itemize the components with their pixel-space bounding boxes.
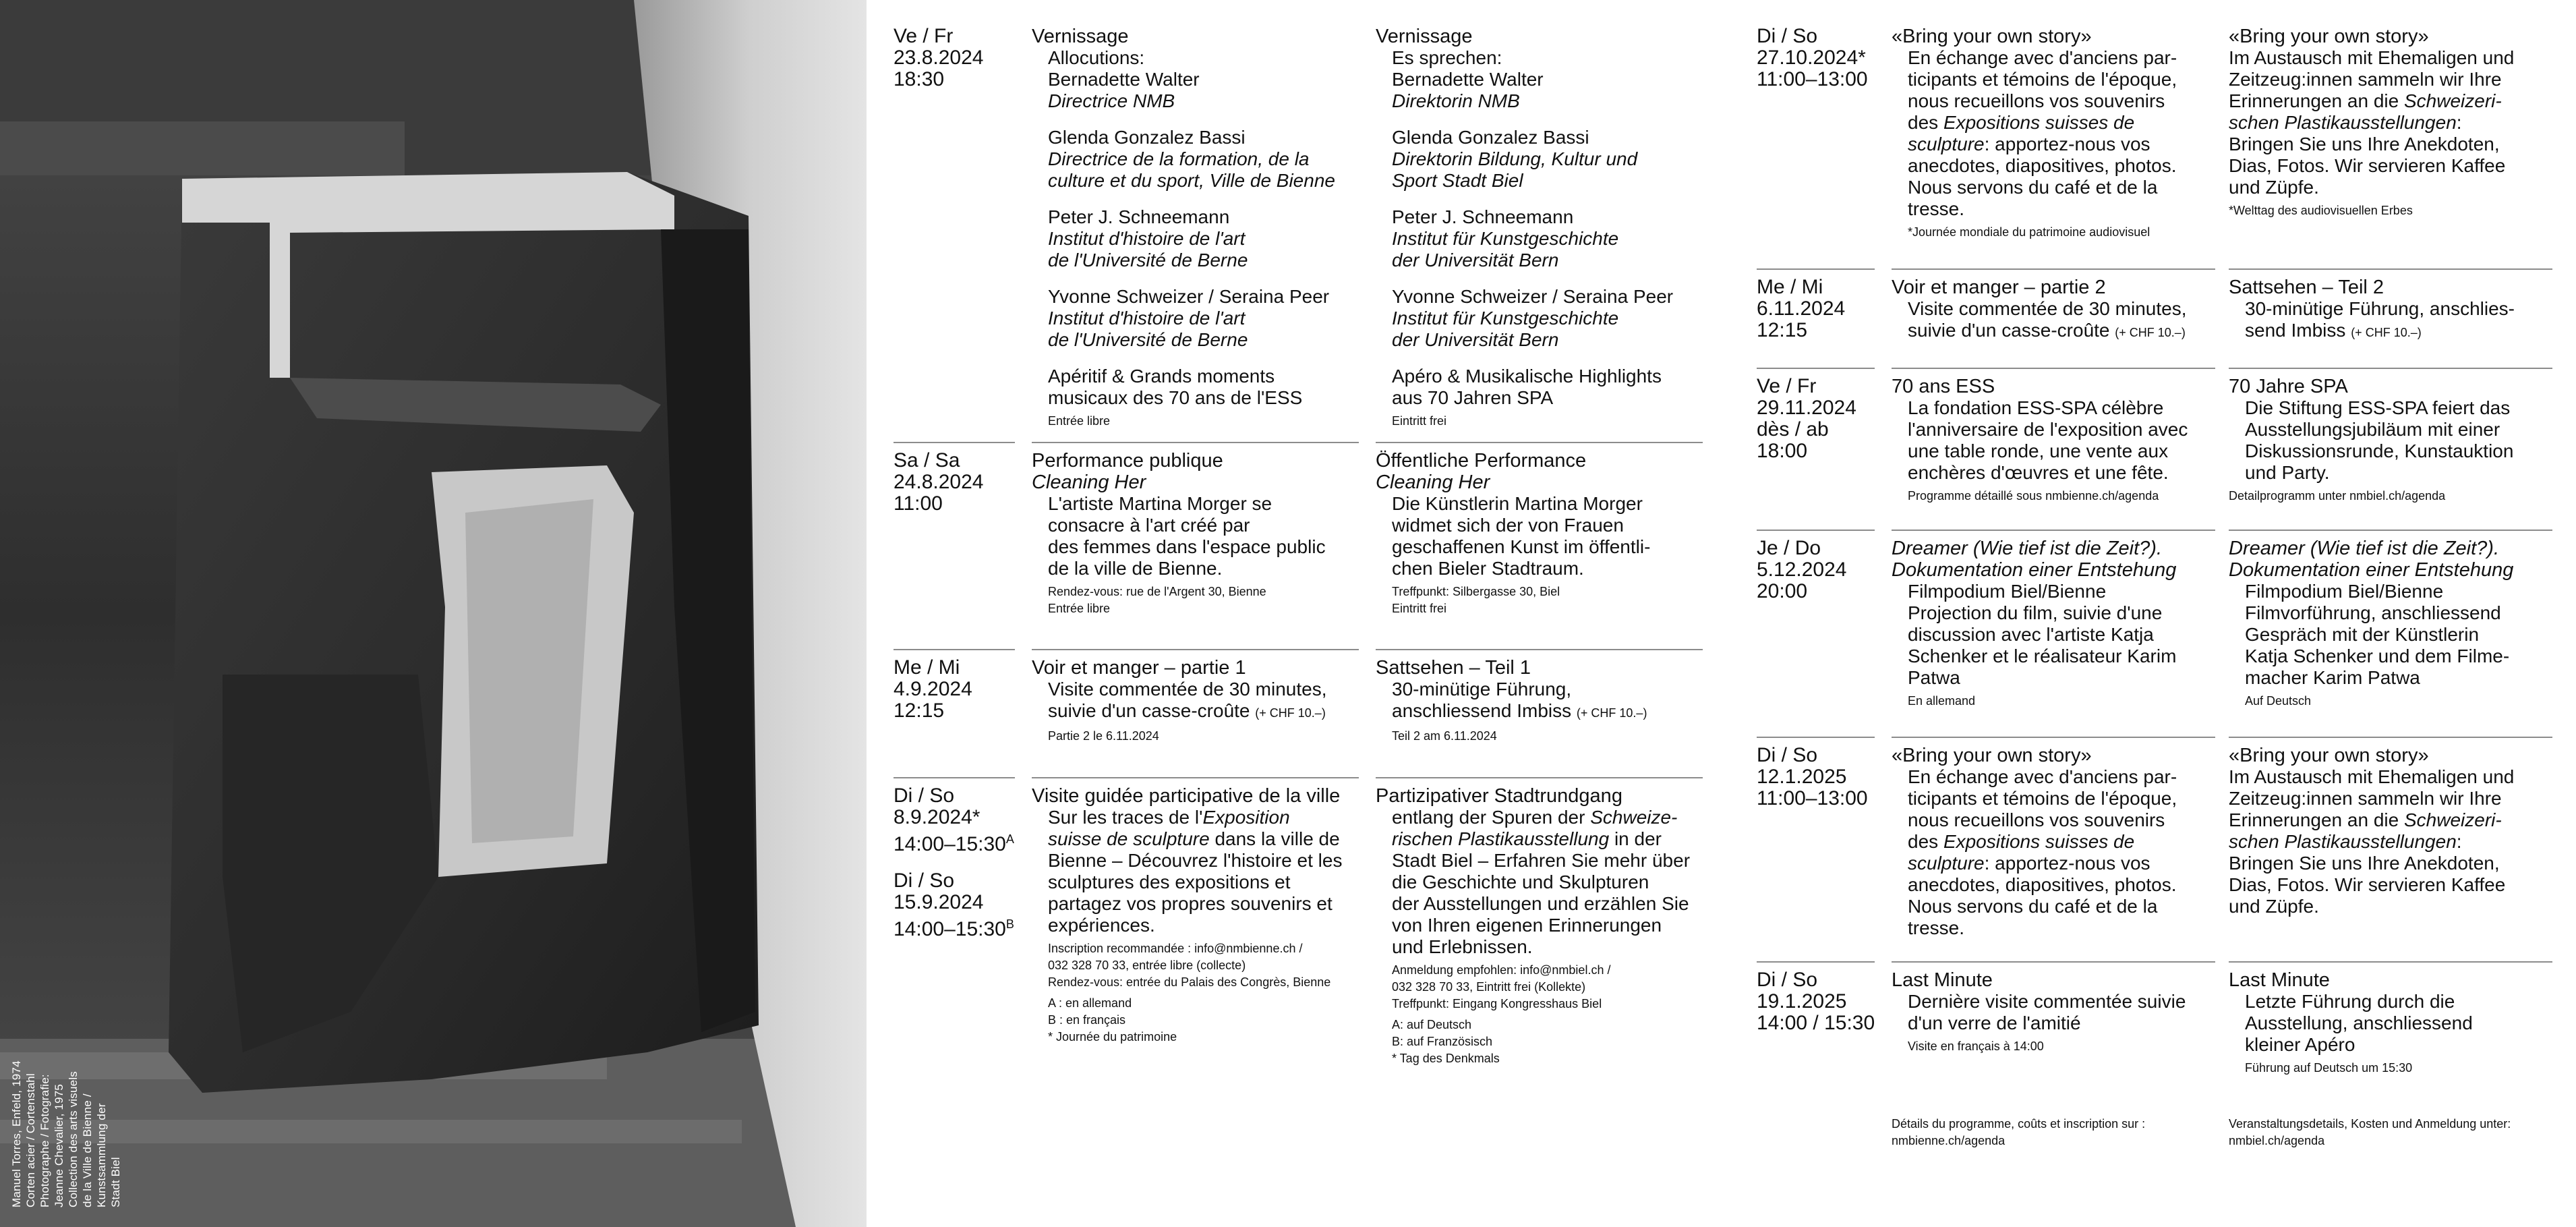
divider (894, 649, 1015, 650)
event-fr-lastminute (1892, 969, 2222, 1055)
event-date (894, 657, 1022, 722)
divider (1892, 737, 2215, 738)
divider (1032, 649, 1359, 650)
event-intro: Allocutions: (1048, 47, 1145, 68)
divider (2229, 961, 2552, 963)
event-fr-vernissage (1032, 26, 1362, 430)
date-text: Di / So 19.1.2025 14:00 / 15:30 (1757, 969, 1875, 1034)
event-body: : apportez-nous vos anecdotes, diapositives, photos. Nous servons du café et de la tresse. (1908, 853, 2177, 938)
event-body: entlang der Spuren der (1392, 807, 1591, 828)
event-date (1757, 26, 1885, 90)
event-body: En échange avec d'anciens par- ticipants et témoins de l'époque, nous recueillons vos souvenirs des (1908, 47, 2177, 133)
speaker-name: Glenda Gonzalez Bassi (1392, 127, 1589, 148)
footer-note-fr: Détails du programme, coûts et inscription sur : nmbienne.ch/agenda (1892, 1117, 2146, 1147)
event-de-visite (1376, 785, 1706, 1067)
event-title: Partizipativer Stadtrundgang (1376, 785, 1622, 807)
event-date (894, 450, 1022, 515)
date-text: Je / Do 5.12.2024 20:00 (1757, 537, 1847, 602)
event-title: Performance publique (1032, 450, 1223, 472)
speaker-role: Direktorin Bildung, Kultur und Sport Stadt Biel (1392, 148, 1638, 191)
divider (1032, 442, 1359, 443)
event-fr-dreamer (1892, 538, 2222, 710)
divider (1757, 368, 1875, 369)
speaker-role: Directrice NMB (1048, 90, 1175, 111)
event-title: Dreamer (Wie tief ist die Zeit?). Dokumentation einer Entstehung (2229, 538, 2514, 581)
event-body-italic: Schweizeri- schen Plastikausstellungen (2229, 90, 2502, 133)
date-text: Sa / Sa 24.8.2024 11:00 (894, 449, 984, 515)
event-title: «Bring your own story» (2229, 26, 2429, 47)
event-fr-voir2 (1892, 277, 2222, 343)
event-body-italic: Expositions suisses de sculpture (1908, 112, 2135, 154)
event-title: Visite guidée participative de la ville (1032, 785, 1341, 807)
event-de-voir1 (1376, 657, 1706, 745)
event-subtitle: Cleaning Her (1376, 472, 1490, 493)
speaker-role: Directrice de la formation, de la culture et du sport, Ville de Bienne (1048, 148, 1335, 191)
event-body: Filmpodium Biel/Bienne Projection du film, suivie d'une discussion avec l'artiste Katja Schenker et le réalisateur Karim Patwa (1908, 581, 2177, 688)
event-title: Last Minute (2229, 969, 2330, 991)
event-de-dreamer (2229, 538, 2559, 710)
event-note: En allemand (1908, 694, 1976, 708)
divider (2229, 737, 2552, 738)
sculpture-photo (0, 0, 867, 1227)
divider (1892, 530, 2215, 531)
event-date (1757, 538, 1885, 602)
event-title: Dreamer (Wie tief ist die Zeit?). Dokumentation einer Entstehung (1892, 538, 2177, 581)
event-body-italic: Expositions suisses de sculpture (1908, 831, 2135, 874)
date-mark: B (1005, 917, 1014, 931)
event-body-italic: Exposition suisse de sculpture (1048, 807, 1290, 849)
event-body: Die Stiftung ESS-SPA feiert das Ausstellungsjubiläum mit einer Diskussionsrunde, Kunstauktion und Party. (2245, 397, 2514, 483)
date-mark: A (1005, 832, 1014, 846)
speaker-name: Glenda Gonzalez Bassi (1048, 127, 1246, 148)
event-title: Öffentliche Performance (1376, 450, 1587, 472)
divider (1892, 268, 2215, 270)
event-title: Voir et manger – partie 1 (1032, 657, 1246, 679)
divider (2229, 268, 2552, 270)
event-body: Im Austausch mit Ehemaligen und Zeitzeug:innen sammeln wir Ihre Erinnerungen an die (2229, 47, 2515, 111)
event-de-performance (1376, 450, 1706, 617)
event-note: Anmeldung empfohlen: info@nmbiel.ch / 032 328 70 33, Eintritt frei (Kollekte) Treffpunkt: Eingang Kongresshaus Biel (1392, 963, 1611, 1010)
event-body: Visite commentée de 30 minutes, suivie d'un casse-croûte (1048, 679, 1327, 721)
event-note: *Welttag des audiovisuellen Erbes (2229, 204, 2413, 217)
event-body-italic: Schweize- rischen Plastikausstellung (1392, 807, 1678, 849)
divider (1757, 268, 1875, 270)
event-price: (+ CHF 10.–) (2351, 326, 2422, 339)
event-fr-story2 (1892, 745, 2222, 939)
event-fr-story1 (1892, 26, 2222, 241)
event-price: (+ CHF 10.–) (1576, 706, 1647, 720)
event-note: A : en allemand B : en français * Journée du patrimoine (1048, 996, 1177, 1044)
event-body: 30-minütige Führung, anschliessend Imbiss (1392, 679, 1572, 721)
event-note: Visite en français à 14:00 (1908, 1039, 2044, 1053)
event-body: : Bringen Sie uns Ihre Anekdoten, Dias, Fotos. Wir servieren Kaffee und Züpfe. (2229, 831, 2506, 917)
divider (2229, 368, 2552, 369)
divider (1376, 442, 1703, 443)
event-note: Programme détaillé sous nmbienne.ch/agenda (1908, 489, 2159, 503)
event-title: Sattsehen – Teil 2 (2229, 277, 2384, 298)
event-price: (+ CHF 10.–) (2115, 326, 2186, 339)
speaker-role: Direktorin NMB (1392, 90, 1520, 111)
divider (1892, 368, 2215, 369)
event-title: Sattsehen – Teil 1 (1376, 657, 1531, 679)
event-fr-visite (1032, 785, 1362, 1046)
event-body: : Bringen Sie uns Ihre Anekdoten, Dias, Fotos. Wir servieren Kaffee und Züpfe. (2229, 112, 2506, 198)
photo-caption: Manuel Torres, Enfeld, 1974 Corten acier / Cortenstahl Photographe / Fotografie: Jeanne Chevalier, 1975 Collection des arts visuels de la Ville de Bienne / Kunstsammlung der Stadt Biel (10, 1060, 122, 1207)
speaker-name: Yvonne Schweizer / Seraina Peer (1048, 286, 1330, 307)
date-text: Ve / Fr 29.11.2024 dès / ab 18:00 (1757, 375, 1856, 462)
divider (894, 777, 1015, 778)
date-text: Di / So 12.1.2025 11:00–13:00 (1757, 744, 1868, 809)
event-title: Voir et manger – partie 2 (1892, 277, 2106, 298)
date-text: Ve / Fr 23.8.2024 18:30 (894, 25, 984, 90)
speaker-name: Peter J. Schneemann (1392, 206, 1574, 227)
speaker-name: Bernadette Walter (1392, 69, 1544, 90)
divider (1032, 777, 1359, 778)
event-date (894, 26, 1022, 90)
event-note: Eintritt frei (1392, 414, 1447, 428)
event-de-lastminute (2229, 969, 2559, 1077)
event-body: Visite commentée de 30 minutes, suivie d'un casse-croûte (1908, 298, 2187, 341)
footer-note-de: Veranstaltungsdetails, Kosten und Anmeldung unter: nmbiel.ch/agenda (2229, 1117, 2511, 1147)
event-title: «Bring your own story» (2229, 745, 2429, 766)
divider (1757, 961, 1875, 963)
event-note: Führung auf Deutsch um 15:30 (2245, 1061, 2413, 1075)
divider (894, 442, 1015, 443)
date-text: Di / So 15.9.2024 14:00–15:30 (894, 869, 1006, 940)
speaker-role: Institut für Kunstgeschichte der Universität Bern (1392, 228, 1619, 270)
event-closing: Apéritif & Grands moments musicaux des 70 ans de l'ESS (1048, 366, 1303, 408)
event-de-ess (2229, 376, 2559, 505)
date-text: Me / Mi 4.9.2024 12:15 (894, 656, 972, 722)
event-body-italic: Schweizeri- schen Plastikausstellungen (2229, 809, 2502, 852)
event-note: Inscription recommandée : info@nmbienne.ch / 032 328 70 33, entrée libre (collecte) Rendez-vous: entrée du Palais des Congrès, Bienne (1048, 942, 1331, 989)
speaker-name: Yvonne Schweizer / Seraina Peer (1392, 286, 1674, 307)
event-de-story2 (2229, 745, 2559, 917)
event-note: Partie 2 le 6.11.2024 (1048, 729, 1159, 743)
divider (1376, 649, 1703, 650)
event-de-story1 (2229, 26, 2559, 219)
event-body: En échange avec d'anciens par- ticipants et témoins de l'époque, nous recueillons vos souvenirs des (1908, 766, 2177, 852)
event-intro: Es sprechen: (1392, 47, 1502, 68)
event-fr-performance (1032, 450, 1362, 617)
divider (1757, 737, 1875, 738)
event-fr-voir1 (1032, 657, 1362, 745)
event-title: Vernissage (1032, 26, 1129, 47)
event-body: Sur les traces de l' (1048, 807, 1203, 828)
speaker-role: Institut d'histoire de l'art de l'Université de Berne (1048, 308, 1248, 350)
divider (2229, 530, 2552, 531)
event-fr-ess (1892, 376, 2222, 505)
event-note: *Journée mondiale du patrimoine audiovisuel (1908, 225, 2150, 239)
event-subtitle: Cleaning Her (1032, 472, 1146, 493)
event-note: Auf Deutsch (2245, 694, 2312, 708)
event-closing: Apéro & Musikalische Highlights aus 70 Jahren SPA (1392, 366, 1662, 408)
event-note: Rendez-vous: rue de l'Argent 30, Bienne Entrée libre (1048, 585, 1266, 615)
event-date (1757, 376, 1885, 462)
event-note: Detailprogramm unter nmbiel.ch/agenda (2229, 489, 2446, 503)
speaker-role: Institut d'histoire de l'art de l'Université de Berne (1048, 228, 1248, 270)
event-date (894, 785, 1028, 940)
event-body: 30-minütige Führung, anschlies- send Imbiss (2245, 298, 2515, 341)
event-de-vernissage (1376, 26, 1706, 430)
sculpture-image (0, 0, 867, 1227)
divider (1757, 530, 1875, 531)
speaker-name: Bernadette Walter (1048, 69, 1200, 90)
date-text: Di / So 27.10.2024* 11:00–13:00 (1757, 25, 1868, 90)
event-date (1757, 745, 1885, 809)
event-note: Teil 2 am 6.11.2024 (1392, 729, 1497, 743)
event-title: Last Minute (1892, 969, 1993, 991)
speaker-name: Peter J. Schneemann (1048, 206, 1230, 227)
divider (1376, 777, 1703, 778)
event-title: Vernissage (1376, 26, 1473, 47)
event-body: La fondation ESS-SPA célèbre l'anniversaire de l'exposition avec une table ronde, une vente aux enchères d'œuvres et une fête. (1908, 397, 2188, 483)
date-text: Me / Mi 6.11.2024 12:15 (1757, 276, 1846, 341)
event-title: «Bring your own story» (1892, 26, 2092, 47)
event-body: : apportez-nous vos anecdotes, diapositives, photos. Nous servons du café et de la tresse. (1908, 134, 2177, 219)
event-title: «Bring your own story» (1892, 745, 2092, 766)
event-note: A: auf Deutsch B: auf Französisch * Tag des Denkmals (1392, 1018, 1500, 1065)
date-text: Di / So 8.9.2024* 14:00–15:30 (894, 784, 1006, 855)
event-date (1757, 277, 1885, 341)
event-body: in der Stadt Biel – Erfahren Sie mehr über die Geschichte und Skulpturen der Ausstellungen und erzählen Sie von Ihren eigenen Erinnerungen und Erlebnissen. (1392, 828, 1691, 957)
event-title: 70 ans ESS (1892, 376, 1995, 397)
event-title: 70 Jahre SPA (2229, 376, 2348, 397)
event-body: L'artiste Martina Morger se consacre à l'art créé par des femmes dans l'espace public de la ville de Bienne. (1048, 493, 1326, 579)
speaker-role: Institut für Kunstgeschichte der Universität Bern (1392, 308, 1619, 350)
event-date (1757, 969, 1892, 1034)
divider (1892, 961, 2215, 963)
event-body: Letzte Führung durch die Ausstellung, anschliessend kleiner Apéro (2245, 991, 2473, 1055)
event-note: Entrée libre (1048, 414, 1111, 428)
event-body: Filmpodium Biel/Bienne Filmvorführung, anschliessend Gespräch mit der Künstlerin Katja Schenker und dem Filme- macher Karim Patwa (2245, 581, 2510, 688)
event-body: Dernière visite commentée suivie d'un verre de l'amitié (1908, 991, 2186, 1033)
event-de-voir2 (2229, 277, 2559, 343)
event-price: (+ CHF 10.–) (1255, 706, 1326, 720)
event-body: Die Künstlerin Martina Morger widmet sich der von Frauen geschaffenen Kunst im öffentli- chen Bieler Stadtraum. (1392, 493, 1651, 579)
event-body: Im Austausch mit Ehemaligen und Zeitzeug:innen sammeln wir Ihre Erinnerungen an die (2229, 766, 2515, 830)
event-body: dans la ville de Bienne – Découvrez l'histoire et les sculptures des expositions et partagez vos propres souvenirs et expériences. (1048, 828, 1343, 936)
event-note: Treffpunkt: Silbergasse 30, Biel Eintritt frei (1392, 585, 1560, 615)
